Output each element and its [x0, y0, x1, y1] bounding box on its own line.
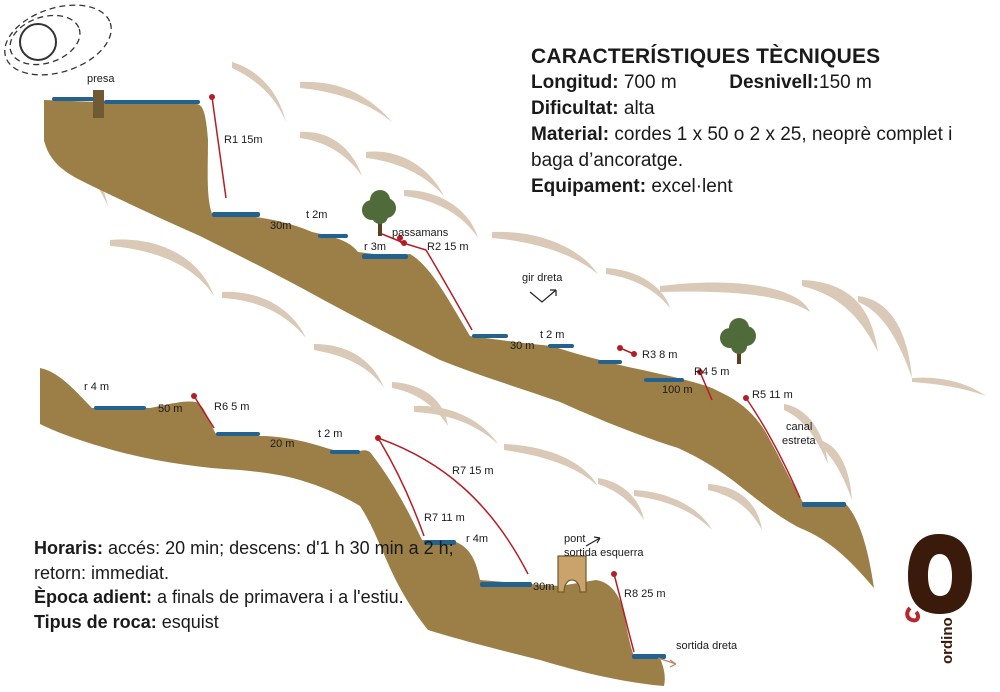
label-20m: 20 m — [270, 438, 295, 450]
dificultat-row — [531, 96, 971, 122]
route-info — [34, 536, 454, 634]
label-gir-dreta: gir dreta — [522, 272, 563, 284]
label-pont: pont — [564, 533, 586, 545]
label-r3m: r 3m — [364, 241, 386, 253]
epoca-value: a finals de primavera i a l'estiu. — [157, 587, 404, 607]
dificultat-value: alta — [623, 98, 655, 119]
desnivell-value: 150 m — [819, 72, 872, 93]
roca-value: esquist — [161, 611, 219, 632]
label-r3: R3 8 m — [642, 349, 678, 361]
label-r7-15: R7 15 m — [452, 465, 494, 477]
label-r6: R6 5 m — [214, 401, 250, 413]
desnivell-label: Desnivell: — [729, 72, 819, 93]
bridge-arrow-icon — [586, 537, 600, 546]
terrain-lower — [40, 368, 665, 686]
equipament-row — [531, 174, 971, 200]
tree-icon — [720, 318, 756, 364]
ordino-logo — [900, 528, 978, 668]
material-row — [531, 122, 971, 174]
longitud-row — [531, 70, 971, 96]
brand-name: ordino — [939, 617, 956, 664]
label-r4m-b: r 4m — [466, 533, 488, 545]
epoca-label: Època adient: — [34, 587, 153, 607]
longitud-value: 700 m — [623, 72, 677, 93]
equipament-label: Equipament: — [531, 176, 647, 197]
epoca-row — [34, 585, 454, 610]
label-r4: R4 5 m — [694, 366, 730, 378]
label-r1: R1 15m — [224, 134, 263, 146]
label-r5: R5 11 m — [752, 389, 793, 401]
label-sortida-dreta: sortida dreta — [676, 640, 738, 652]
label-r4m-a: r 4 m — [84, 381, 110, 393]
label-50m: 50 m — [158, 403, 183, 415]
label-estreta: estreta — [782, 435, 816, 447]
dificultat-label: Dificultat: — [531, 98, 619, 119]
label-r7-11: R7 11 m — [424, 512, 465, 524]
material-value: cordes 1 x 50 o 2 x 25, neoprè complet i baga d’ancoratge. — [531, 124, 953, 171]
dam-wall — [93, 90, 104, 118]
roca-label: Tipus de roca: — [34, 611, 157, 632]
label-t2m-b: t 2 m — [540, 329, 565, 341]
label-sortida-esquerra: sortida esquerra — [564, 547, 644, 559]
label-t2m-c: t 2 m — [318, 428, 343, 440]
tech-characteristics — [531, 44, 971, 200]
label-30m-a: 30m — [270, 220, 292, 232]
longitud-label: Longitud: — [531, 72, 619, 93]
label-passamans: passamans — [392, 227, 449, 239]
label-presa: presa — [87, 73, 115, 85]
label-30m-c: 30m — [533, 581, 555, 593]
tech-title: CARACTERÍSTIQUES TÈCNIQUES — [531, 45, 881, 68]
roca-row — [34, 610, 454, 635]
label-100m: 100 m — [662, 384, 693, 396]
label-t2m-a: t 2m — [306, 209, 328, 221]
horaris-label: Horaris: — [34, 538, 104, 558]
label-r2: R2 15 m — [427, 241, 469, 253]
material-label: Material: — [531, 124, 610, 145]
label-canal: canal — [786, 421, 813, 433]
horaris-value: accés: 20 min; descens: d'1 h 30 min a 2 h; retorn: immediat. — [34, 538, 454, 583]
equipament-value: excel·lent — [651, 176, 733, 197]
tree-icon — [362, 190, 396, 236]
horaris-row — [34, 536, 454, 585]
turn-right-arrow-icon — [530, 290, 556, 302]
label-30m-b: 30 m — [510, 340, 535, 352]
label-r8: R8 25 m — [624, 588, 666, 600]
